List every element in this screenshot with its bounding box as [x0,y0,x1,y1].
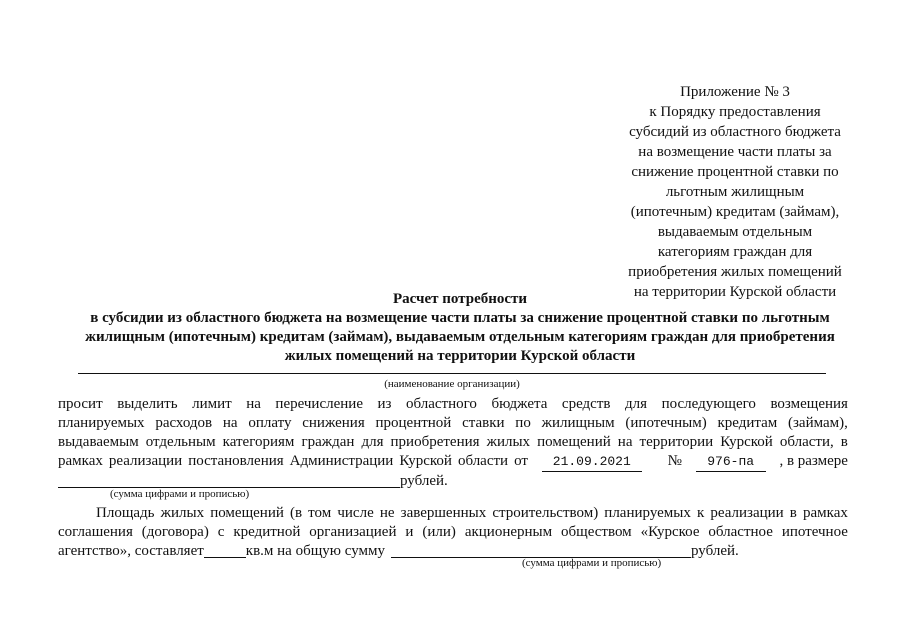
word: (договора) [141,524,209,540]
para1-line-1 [58,395,848,414]
word: в [840,434,848,450]
title-line: в субсидии из областного бюджета на возмещение части платы за снижение процентной ставки по льготным [90,310,830,326]
word: процентной [375,415,452,431]
word: на [246,396,261,412]
decree-number-sign: № [667,453,682,469]
appendix-line: к Порядку предоставления [649,104,821,120]
word: оплату [248,415,292,431]
appendix-line: субсидий из областного бюджета [629,124,841,140]
document-title [40,290,880,366]
word: кредитам [717,415,778,431]
word: числе [337,505,374,521]
word: выделить [117,396,178,412]
word: ипотечное [781,524,848,540]
total-sum-caption: (сумма цифрами и прописью) [522,557,662,569]
paragraph-request [58,395,848,491]
word: постановления [188,453,284,469]
word: областное [708,524,773,540]
word: граждан [301,434,355,450]
word: от [514,453,528,469]
word: Администрации [289,453,394,469]
word: реализации [108,453,183,469]
total-sum-blank [391,542,691,558]
word: планируемых [58,415,145,431]
word: том [308,505,332,521]
appendix-line: Приложение № 3 [680,84,790,100]
word: к [696,505,705,521]
word: не [379,505,395,521]
amount-caption: (сумма цифрами и прописью) [110,488,250,500]
para2-line-2 [58,523,848,542]
word: области [457,453,509,469]
amount-phrase: , в размере [779,453,848,469]
appendix-block [590,82,880,302]
appendix-line: снижение процентной ставки по [631,164,839,180]
rubles-label-2: рублей. [690,543,739,559]
area-phrase: агентство», составляет [58,543,204,559]
word: кредитной [233,524,301,540]
word: жилищным [541,415,615,431]
paragraph-area [58,504,848,561]
decree-date-field: 21.09.2021 [542,452,642,472]
word: снижения [302,415,365,431]
word: на [617,434,633,450]
word: и [405,524,414,540]
word: «Курское [640,524,700,540]
word: области, [779,434,834,450]
word: из [377,396,392,412]
para2-line-3 [58,542,848,561]
word: Курской [720,434,773,450]
appendix-line: льготным жилищным [665,184,805,200]
organization-name-line [78,373,826,374]
word: акционерным [464,524,553,540]
word: категориям [222,434,295,450]
word: бюджета [491,396,548,412]
word: рамках [803,505,848,521]
word: строительством) [492,505,599,521]
word: планируемых [604,505,691,521]
word: реализации [710,505,784,521]
decree-number-field: 976-па [696,452,766,472]
appendix-line: (ипотечным) кредитам (займам), [630,204,840,220]
word: ставки [462,415,505,431]
word: Площадь [96,505,155,521]
para1-line-3 [58,433,848,452]
word: приобретения [390,434,480,450]
word: организацией [309,524,397,540]
para1-line-2 [58,414,848,433]
para1-line-4 [58,452,848,472]
word: по [515,415,531,431]
word: лимит [192,396,232,412]
word: помещений [210,505,284,521]
word: выдаваемым [58,434,139,450]
word: для [361,434,384,450]
appendix-line: на территории Курской области [633,284,837,300]
word: (займам), [788,415,848,431]
word: Курской [399,453,452,469]
word: помещений [537,434,611,450]
area-blank [204,542,246,558]
total-sum-phrase: кв.м на общую сумму [245,543,385,559]
word: средств [561,396,611,412]
word: расходов [155,415,213,431]
word: возмещения [770,396,848,412]
appendix-line: на возмещение части платы за [638,144,832,160]
rubles-label: рублей. [400,473,448,489]
word: перечисление [275,396,363,412]
word: (в [289,505,303,521]
title-line: жилищным (ипотечным) кредитам (займам), выдаваемым отдельным категориям граждан для приобретения [85,329,835,345]
appendix-line: категориям граждан для [657,244,813,260]
organization-name-caption: (наименование организации) [384,378,520,390]
word: с [217,524,225,540]
word: территории [639,434,714,450]
word: рамках [58,453,103,469]
word: для [625,396,648,412]
word: в [789,505,797,521]
title-line: жилых помещений на территории Курской области [284,348,636,364]
word: отдельным [145,434,216,450]
word: жилых [486,434,531,450]
amount-blank [58,472,400,488]
para2-line-1 [58,504,848,523]
word: обществом [561,524,632,540]
word: просит [58,396,103,412]
word: соглашения [58,524,133,540]
word: (ипотечным) [625,415,707,431]
word: завершенных [400,505,487,521]
title-heading: Расчет потребности [392,291,528,307]
word: последующего [661,396,756,412]
appendix-line: выдаваемым отдельным [657,224,813,240]
word: на [222,415,238,431]
word: областного [406,396,477,412]
appendix-line: приобретения жилых помещений [628,264,842,280]
word: (или) [422,524,456,540]
word: жилых [160,505,205,521]
